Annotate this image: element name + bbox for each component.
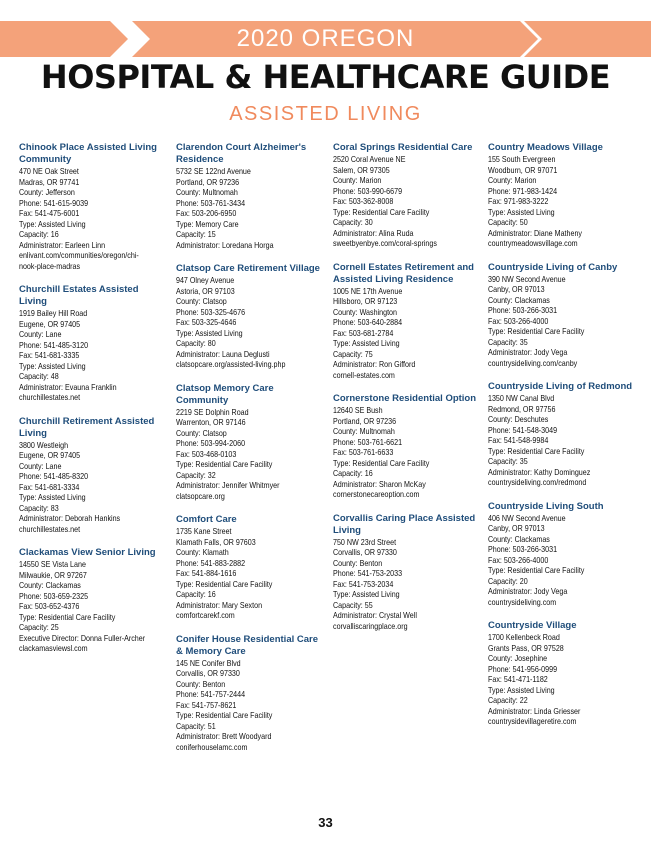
facility-detail-line: Type: Assisted Living	[19, 360, 86, 371]
listing-column-4	[488, 142, 638, 740]
facility-detail-line: Administrator: Jody Vega	[488, 586, 568, 596]
facility-detail-line: Phone: 541-615-9039	[19, 197, 89, 208]
facility-detail-line: Administrator: Sharon McKay	[333, 478, 426, 489]
facility-name: Clatsop Care Retirement Village	[176, 263, 320, 274]
facility-detail-line: Capacity: 48	[19, 371, 59, 381]
facility-name: Churchill Estates Assisted Living	[19, 284, 139, 307]
facility-listing	[488, 262, 638, 369]
facility-listing	[19, 142, 169, 271]
facility-detail-line: Capacity: 50	[488, 217, 528, 227]
facility-detail-line: County: Clatsop	[176, 427, 227, 438]
facility-detail-line: Fax: 503-266-4000	[488, 554, 549, 565]
facility-detail-line: Type: Residential Care Facility	[488, 326, 585, 336]
facility-detail-line: Fax: 503-325-4646	[176, 317, 237, 327]
facility-detail-line: 1005 NE 17th Avenue	[333, 285, 403, 296]
facility-detail-line: Phone: 503-266-3031	[488, 544, 558, 554]
facility-website-link[interactable]: clackamasviewsl.com	[19, 643, 88, 653]
facility-detail-line: County: Clackamas	[488, 294, 550, 305]
facility-detail-line: Canby, OR 97013	[488, 523, 545, 533]
facility-detail-line: Phone: 541-883-2882	[176, 557, 246, 568]
facility-listing	[176, 142, 326, 250]
facility-detail-line: 1350 NW Canal Blvd	[488, 393, 555, 403]
facility-detail-line: Administrator: Alina Ruda	[333, 227, 414, 238]
facility-detail-line: 2520 Coral Avenue NE	[333, 154, 406, 164]
facility-detail-line: County: Clatsop	[176, 296, 227, 306]
facility-detail-line: County: Lane	[19, 460, 62, 471]
facility-name: Countryside Living South	[488, 500, 604, 512]
facility-detail-line: Administrator: Jennifer Whitmyer	[176, 480, 280, 490]
facility-detail-line: Fax: 503-681-2784	[333, 327, 394, 338]
facility-website-link[interactable]: cornell-estates.com	[333, 369, 395, 380]
facility-detail-line: County: Washington	[333, 306, 397, 317]
facility-detail-line: 1919 Bailey Hill Road	[19, 308, 88, 318]
facility-detail-line: County: Marion	[333, 175, 382, 185]
facility-name: Clarendon Court Alzheimer's Residence	[176, 142, 307, 165]
facility-detail-line: Type: Memory Care	[176, 218, 239, 229]
facility-website-link[interactable]: cornerstonecareoption.com	[333, 489, 420, 499]
facility-detail-line: Type: Assisted Living	[333, 338, 400, 348]
facility-detail-line: 1700 Kellenbeck Road	[488, 632, 560, 642]
facility-detail-line: Type: Assisted Living	[488, 684, 555, 695]
facility-detail-line: 470 NE Oak Street	[19, 166, 79, 176]
page-number: 33	[318, 815, 333, 830]
facility-detail-line: Phone: 541-548-3049	[488, 424, 558, 435]
facility-name: Conifer House Residential Care & Memory Care	[176, 633, 319, 657]
facility-detail-line: County: Marion	[488, 175, 537, 185]
facility-name: Countryside Village	[488, 620, 577, 631]
facility-detail-line: 1735 Kane Street	[176, 526, 232, 536]
page-title: HOSPITAL & HEALTHCARE GUIDE	[40, 58, 611, 96]
facility-detail-line: Woodburn, OR 97071	[488, 164, 558, 175]
listing-column-1	[19, 142, 169, 667]
facility-detail-line: County: Clackamas	[488, 533, 550, 544]
facility-detail-line: Salem, OR 97305	[333, 164, 390, 175]
facility-website-link[interactable]: countrysidevillageretire.com	[488, 716, 577, 726]
facility-listing	[333, 513, 483, 632]
facility-detail-line: Type: Assisted Living	[19, 218, 86, 229]
facility-detail-line: Fax: 503-652-4376	[19, 601, 80, 611]
facility-listing	[19, 284, 169, 403]
facility-website-link[interactable]: clatsopcare.org/assisted-living.php	[176, 359, 286, 369]
facility-website-link[interactable]: coniferhouselamc.com	[176, 741, 248, 752]
facility-name: Country Meadows Village	[488, 142, 603, 153]
facility-detail-line: Phone: 503-994-2060	[176, 438, 246, 448]
facility-website-link[interactable]: corvalliscaringplace.org	[333, 620, 408, 631]
facility-detail-line: Milwaukie, OR 97267	[19, 569, 87, 580]
facility-name: Coral Springs Residential Care	[333, 142, 473, 153]
facility-name: Clackamas View Senior Living	[19, 547, 156, 558]
facility-detail-line: 145 NE Conifer Blvd	[176, 657, 241, 668]
facility-detail-line: enlivant.com/communities/oregon/chi-	[19, 250, 139, 260]
facility-detail-line: County: Multnomah	[176, 187, 238, 197]
facility-detail-line: Fax: 541-753-2034	[333, 578, 394, 589]
facility-detail-line: Administrator: Linda Griesser	[488, 705, 581, 716]
facility-detail-line: Administrator: Deborah Hankins	[19, 513, 121, 523]
facility-detail-line: Administrator: Evauna Franklin	[19, 381, 117, 392]
facility-detail-line: 2219 SE Dolphin Road	[176, 406, 249, 417]
facility-detail-line: Phone: 503-325-4676	[176, 306, 246, 317]
facility-detail-line: Phone: 503-659-2325	[19, 590, 89, 601]
facility-detail-line: Madras, OR 97741	[19, 176, 80, 187]
facility-detail-line: Capacity: 15	[176, 229, 216, 239]
facility-detail-line: Portland, OR 97236	[176, 176, 240, 187]
facility-detail-line: Administrator: Earleen Linn	[19, 239, 106, 250]
facility-detail-line: Fax: 541-884-1616	[176, 568, 237, 578]
facility-detail-line: 14550 SE Vista Lane	[19, 559, 86, 569]
facility-detail-line: 5732 SE 122nd Avenue	[176, 166, 251, 176]
facility-detail-line: Phone: 541-956-0999	[488, 663, 558, 674]
facility-detail-line: 3800 Westleigh	[19, 439, 69, 450]
facility-detail-line: Corvallis, OR 97330	[176, 668, 240, 678]
facility-detail-line: Astoria, OR 97103	[176, 285, 235, 296]
facility-detail-line: Hillsboro, OR 97123	[333, 296, 398, 306]
facility-detail-line: Type: Residential Care Facility	[333, 206, 430, 217]
facility-detail-line: Capacity: 20	[488, 575, 528, 586]
facility-name: Clatsop Memory Care Community	[176, 382, 274, 406]
facility-detail-line: County: Multnomah	[333, 426, 395, 436]
facility-listing	[488, 381, 638, 488]
facility-detail-line: Fax: 541-681-3334	[19, 481, 80, 492]
facility-detail-line: Capacity: 30	[333, 217, 373, 227]
facility-detail-line: Type: Residential Care Facility	[333, 457, 430, 468]
facility-website-link[interactable]: clatsopcare.org	[176, 490, 225, 501]
facility-detail-line: County: Clackamas	[19, 580, 81, 590]
facility-detail-line: Type: Residential Care Facility	[176, 710, 273, 720]
facility-detail-line: Warrenton, OR 97146	[176, 417, 246, 427]
facility-detail-line: 155 South Evergreen	[488, 154, 556, 164]
facility-listing	[488, 620, 638, 727]
facility-detail-line: County: Deschutes	[488, 414, 549, 424]
facility-name: Chinook Place Assisted Living Community	[19, 142, 157, 165]
facility-detail-line: Capacity: 16	[19, 229, 59, 239]
facility-name: Corvallis Caring Place Assisted Living	[333, 512, 476, 536]
facility-detail-line: Type: Residential Care Facility	[19, 611, 116, 622]
facility-name: Churchill Retirement Assisted Living	[19, 415, 155, 439]
facility-website-link[interactable]: sweetbyenbye.com/coral-springs	[333, 238, 437, 248]
facility-detail-line: Type: Residential Care Facility	[488, 565, 585, 575]
facility-detail-line: Fax: 541-471-1182	[488, 674, 548, 684]
facility-detail-line: Fax: 503-761-6633	[333, 447, 394, 457]
facility-detail-line: Phone: 971-983-1424	[488, 185, 558, 196]
facility-detail-line: Fax: 503-266-4000	[488, 315, 549, 326]
facility-website-link[interactable]: nook-place-madras	[19, 260, 81, 271]
facility-website-link[interactable]: churchillestates.net	[19, 392, 81, 402]
facility-detail-line: Administrator: Brett Woodyard	[176, 731, 272, 741]
facility-detail-line: Phone: 503-761-3434	[176, 197, 246, 208]
facility-detail-line: Type: Assisted Living	[333, 589, 400, 599]
facility-detail-line: Administrator: Ron Gifford	[333, 359, 416, 369]
facility-detail-line: Phone: 503-266-3031	[488, 305, 558, 315]
facility-detail-line: 12640 SE Bush	[333, 405, 383, 415]
facility-listing	[176, 263, 326, 370]
facility-detail-line: Capacity: 35	[488, 456, 528, 466]
facility-detail-line: Fax: 541-548-9984	[488, 435, 549, 445]
facility-detail-line: County: Benton	[176, 678, 226, 689]
facility-detail-line: Capacity: 35	[488, 336, 528, 347]
facility-detail-line: Fax: 541-475-6001	[19, 208, 80, 218]
facility-website-link[interactable]: countrymeadowsvillage.com	[488, 238, 578, 248]
facility-detail-line: Executive Director: Donna Fuller-Archer	[19, 632, 146, 643]
facility-detail-line: Fax: 503-362-8008	[333, 196, 394, 206]
facility-detail-line: Fax: 503-206-6950	[176, 208, 237, 218]
facility-detail-line: Type: Assisted Living	[176, 327, 243, 338]
facility-detail-line: Type: Residential Care Facility	[488, 445, 585, 456]
facility-detail-line: Grants Pass, OR 97528	[488, 642, 564, 653]
facility-detail-line: Administrator: Jody Vega	[488, 347, 568, 357]
facility-name: Comfort Care	[176, 514, 237, 525]
facility-detail-line: County: Jefferson	[19, 187, 75, 197]
listing-column-2	[176, 142, 326, 765]
facility-detail-line: Capacity: 16	[333, 468, 373, 478]
facility-detail-line: Fax: 503-468-0103	[176, 448, 237, 459]
facility-detail-line: Fax: 971-983-3222	[488, 196, 549, 206]
facility-detail-line: County: Benton	[333, 557, 383, 568]
facility-website-link[interactable]: churchillestates.net	[19, 523, 81, 534]
facility-listing	[333, 142, 483, 249]
facility-detail-line: 390 NW Second Avenue	[488, 273, 566, 284]
facility-name: Countryside Living of Canby	[488, 261, 618, 273]
facility-detail-line: Phone: 503-640-2884	[333, 317, 403, 327]
facility-detail-line: Phone: 541-485-8320	[19, 471, 89, 481]
facility-listing	[176, 514, 326, 621]
facility-detail-line: Capacity: 75	[333, 348, 373, 359]
facility-detail-line: Type: Residential Care Facility	[176, 459, 273, 469]
facility-detail-line: Administrator: Crystal Well	[333, 610, 417, 620]
facility-detail-line: 750 NW 23rd Street	[333, 536, 397, 547]
facility-detail-line: Type: Residential Care Facility	[176, 578, 273, 589]
facility-detail-line: Administrator: Diane Matheny	[488, 227, 582, 238]
facility-website-link[interactable]: countrysideliving.com	[488, 596, 557, 607]
facility-website-link[interactable]: countrysideliving.com/redmond	[488, 477, 587, 487]
facility-listing	[19, 416, 169, 535]
facility-detail-line: Fax: 541-681-3335	[19, 350, 80, 360]
banner-title: 2020 OREGON	[236, 25, 415, 52]
facility-listing	[176, 634, 326, 753]
facility-name: Cornerstone Residential Option	[333, 393, 477, 404]
facility-detail-line: Klamath Falls, OR 97603	[176, 536, 256, 547]
facility-detail-line: Capacity: 22	[488, 695, 528, 705]
facility-detail-line: Portland, OR 97236	[333, 415, 397, 426]
facility-detail-line: Phone: 503-761-6621	[333, 436, 403, 447]
facility-name: Cornell Estates Retirement and Assisted Living Residence	[333, 261, 474, 285]
facility-detail-line: Administrator: Mary Sexton	[176, 599, 263, 610]
facility-detail-line: Type: Assisted Living	[19, 492, 86, 502]
facility-detail-line: Administrator: Loredana Horga	[176, 239, 274, 250]
facility-detail-line: County: Josephine	[488, 653, 548, 663]
facility-detail-line: Eugene, OR 97405	[19, 450, 81, 460]
section-subtitle: ASSISTED LIVING	[229, 103, 422, 125]
facility-detail-line: Capacity: 55	[333, 599, 373, 610]
facility-detail-line: Corvallis, OR 97330	[333, 547, 397, 557]
listing-column-3	[333, 142, 483, 644]
facility-detail-line: Canby, OR 97013	[488, 284, 545, 294]
facility-detail-line: 947 Olney Avenue	[176, 275, 235, 285]
facility-listing	[19, 547, 169, 654]
facility-detail-line: County: Lane	[19, 329, 62, 339]
facility-detail-line: Capacity: 51	[176, 720, 216, 731]
facility-detail-line: Fax: 541-757-8621	[176, 699, 237, 710]
facility-detail-line: Phone: 541-753-2033	[333, 568, 403, 578]
facility-listing	[176, 383, 326, 502]
facility-detail-line: Capacity: 16	[176, 589, 216, 599]
facility-listing	[488, 501, 638, 608]
facility-detail-line: Capacity: 83	[19, 502, 59, 513]
facility-detail-line: Eugene, OR 97405	[19, 318, 81, 329]
facility-detail-line: Type: Assisted Living	[488, 206, 555, 217]
facility-detail-line: Administrator: Launa Deglusti	[176, 348, 270, 359]
facility-detail-line: County: Klamath	[176, 547, 229, 557]
facility-website-link[interactable]: comfortcarekf.com	[176, 610, 235, 620]
facility-detail-line: Capacity: 80	[176, 338, 216, 348]
facility-listing	[333, 393, 483, 500]
facility-detail-line: Capacity: 32	[176, 469, 216, 480]
facility-detail-line: Phone: 541-485-3120	[19, 339, 89, 350]
facility-detail-line: Phone: 503-990-6679	[333, 185, 403, 196]
facility-listing	[488, 142, 638, 249]
facility-detail-line: Redmond, OR 97756	[488, 403, 556, 414]
facility-detail-line: Phone: 541-757-2444	[176, 689, 246, 699]
facility-website-link[interactable]: countrysideliving.com/canby	[488, 357, 578, 368]
facility-detail-line: Capacity: 25	[19, 622, 59, 632]
facility-listing	[333, 262, 483, 381]
facility-name: Countryside Living of Redmond	[488, 381, 633, 392]
facility-detail-line: 406 NW Second Avenue	[488, 512, 566, 523]
facility-detail-line: Administrator: Kathy Dominguez	[488, 466, 591, 477]
